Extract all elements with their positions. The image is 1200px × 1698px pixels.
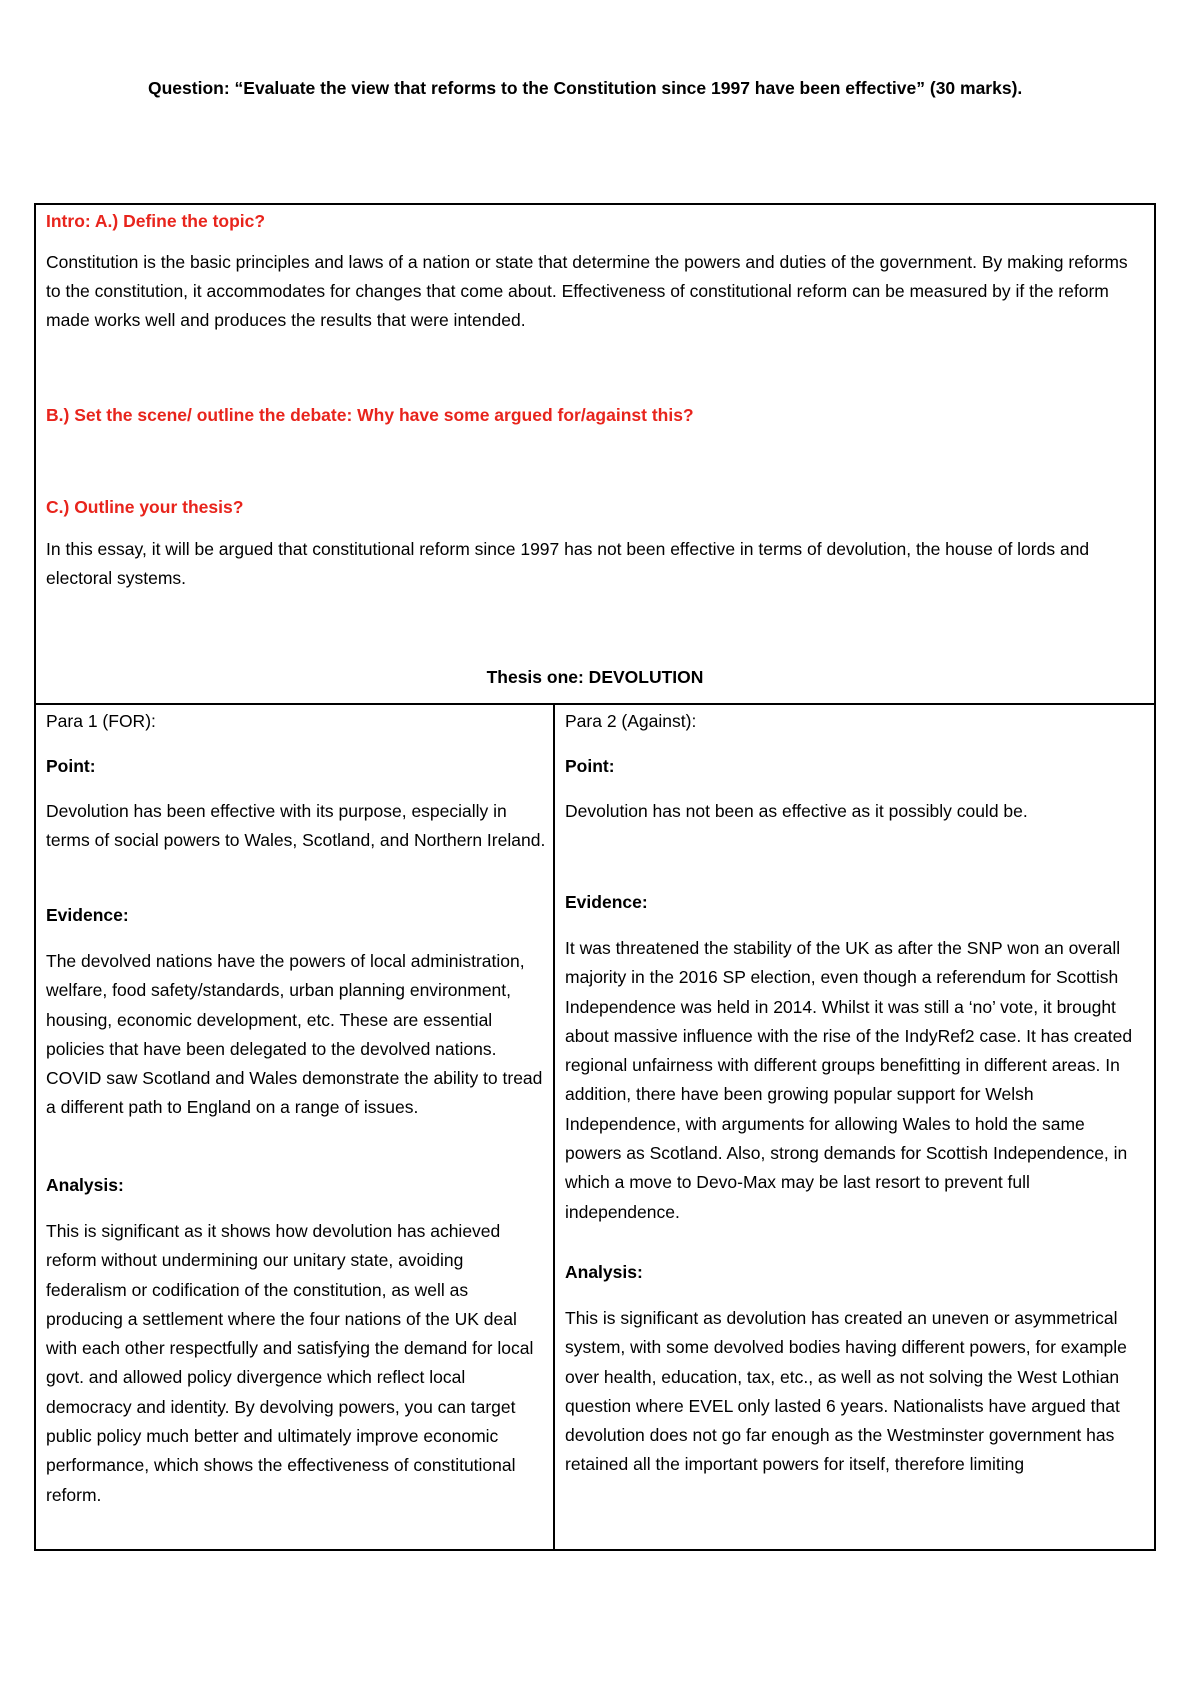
intro-heading-b: B.) Set the scene/ outline the debate: Why have some argued for/against this?: [46, 405, 694, 425]
para2-analysis-text: This is significant as devolution has created an uneven or asymmetrical system, with some devolved bodies having different powers, for example over health, education, tax, etc., as well as not solving the West Lothian question where EVEL only lasted 6 years. Nationalists have argued that devolution does not go far enough as the Westminster government has retained all the important powers for itself, therefore limiting: [565, 1308, 1127, 1475]
para1-evidence-label: Evidence:: [46, 905, 129, 925]
para2-title: Para 2 (Against):: [565, 711, 697, 731]
para1-point-text: Devolution has been effective with its purpose, especially in terms of social powers to Wales, Scotland, and Northern Ireland.: [46, 801, 546, 851]
essay-plan-table: [34, 203, 1156, 1551]
para2-analysis-label: Analysis:: [565, 1262, 643, 1282]
para1-title: Para 1 (FOR):: [46, 711, 156, 731]
para2-point-label: Point:: [565, 756, 615, 776]
para1-evidence-text: The devolved nations have the powers of local administration, welfare, food safety/standards, urban planning environment, housing, economic development, etc. These are essential policies that have been delegated to the devolved nations. COVID saw Scotland and Wales demonstrate the ability to tread a different path to England on a range of issues.: [46, 951, 543, 1118]
para1-analysis-text: This is significant as it shows how devolution has achieved reform without undermining our unitary state, avoiding federalism or codification of the constitution, as well as producing a settlement where the four nations of the UK deal with each other respectfully and satisfying the demand for local govt. and allowed policy divergence which reflect local democracy and identity. By devolving powers, you can target public policy much better and ultimately improve economic performance, which shows the effectiveness of constitutional reform.: [46, 1221, 534, 1505]
para2-evidence-text: It was threatened the stability of the UK as after the SNP won an overall majority in the 2016 SP election, even though a referendum for Scottish Independence was held in 2014. Whilst it was still a ‘no’ vote, it brought about massive influence with the rise of the IndyRef2 case. It has created regional unfairness with different groups benefitting in different areas. In addition, there have been growing popular support for Welsh Independence, with arguments for allowing Wales to hold the same powers as Scotland. Also, strong demands for Scottish Independence, in which a move to Devo-Max may be last resort to prevent full independence.: [565, 938, 1133, 1222]
para1-cell: [36, 705, 555, 1551]
para2-evidence-label: Evidence:: [565, 892, 648, 912]
para1-analysis-label: Analysis:: [46, 1175, 124, 1195]
intro-cell: [36, 205, 1154, 705]
para2-cell: [555, 705, 1154, 1551]
para2-point-text: Devolution has not been as effective as it possibly could be.: [565, 801, 1028, 821]
intro-definition: Constitution is the basic principles and laws of a nation or state that determine the powers and duties of the government. By making reforms to the constitution, it accommodates for changes that come about. Effectiveness of constitutional reform can be measured by if the reform made works well and produces the results that were intended.: [46, 252, 1128, 330]
intro-thesis-text: In this essay, it will be argued that constitutional reform since 1997 has not been effective in terms of devolution, the house of lords and electoral systems.: [46, 539, 1090, 588]
thesis-title: Thesis one: DEVOLUTION: [486, 667, 704, 687]
intro-heading-c: C.) Outline your thesis?: [46, 497, 244, 517]
para1-point-label: Point:: [46, 756, 96, 776]
question-heading: Question: “Evaluate the view that reforms to the Constitution since 1997 have been effective” (30 marks).: [148, 78, 1023, 98]
intro-heading-a: Intro: A.) Define the topic?: [46, 211, 266, 231]
